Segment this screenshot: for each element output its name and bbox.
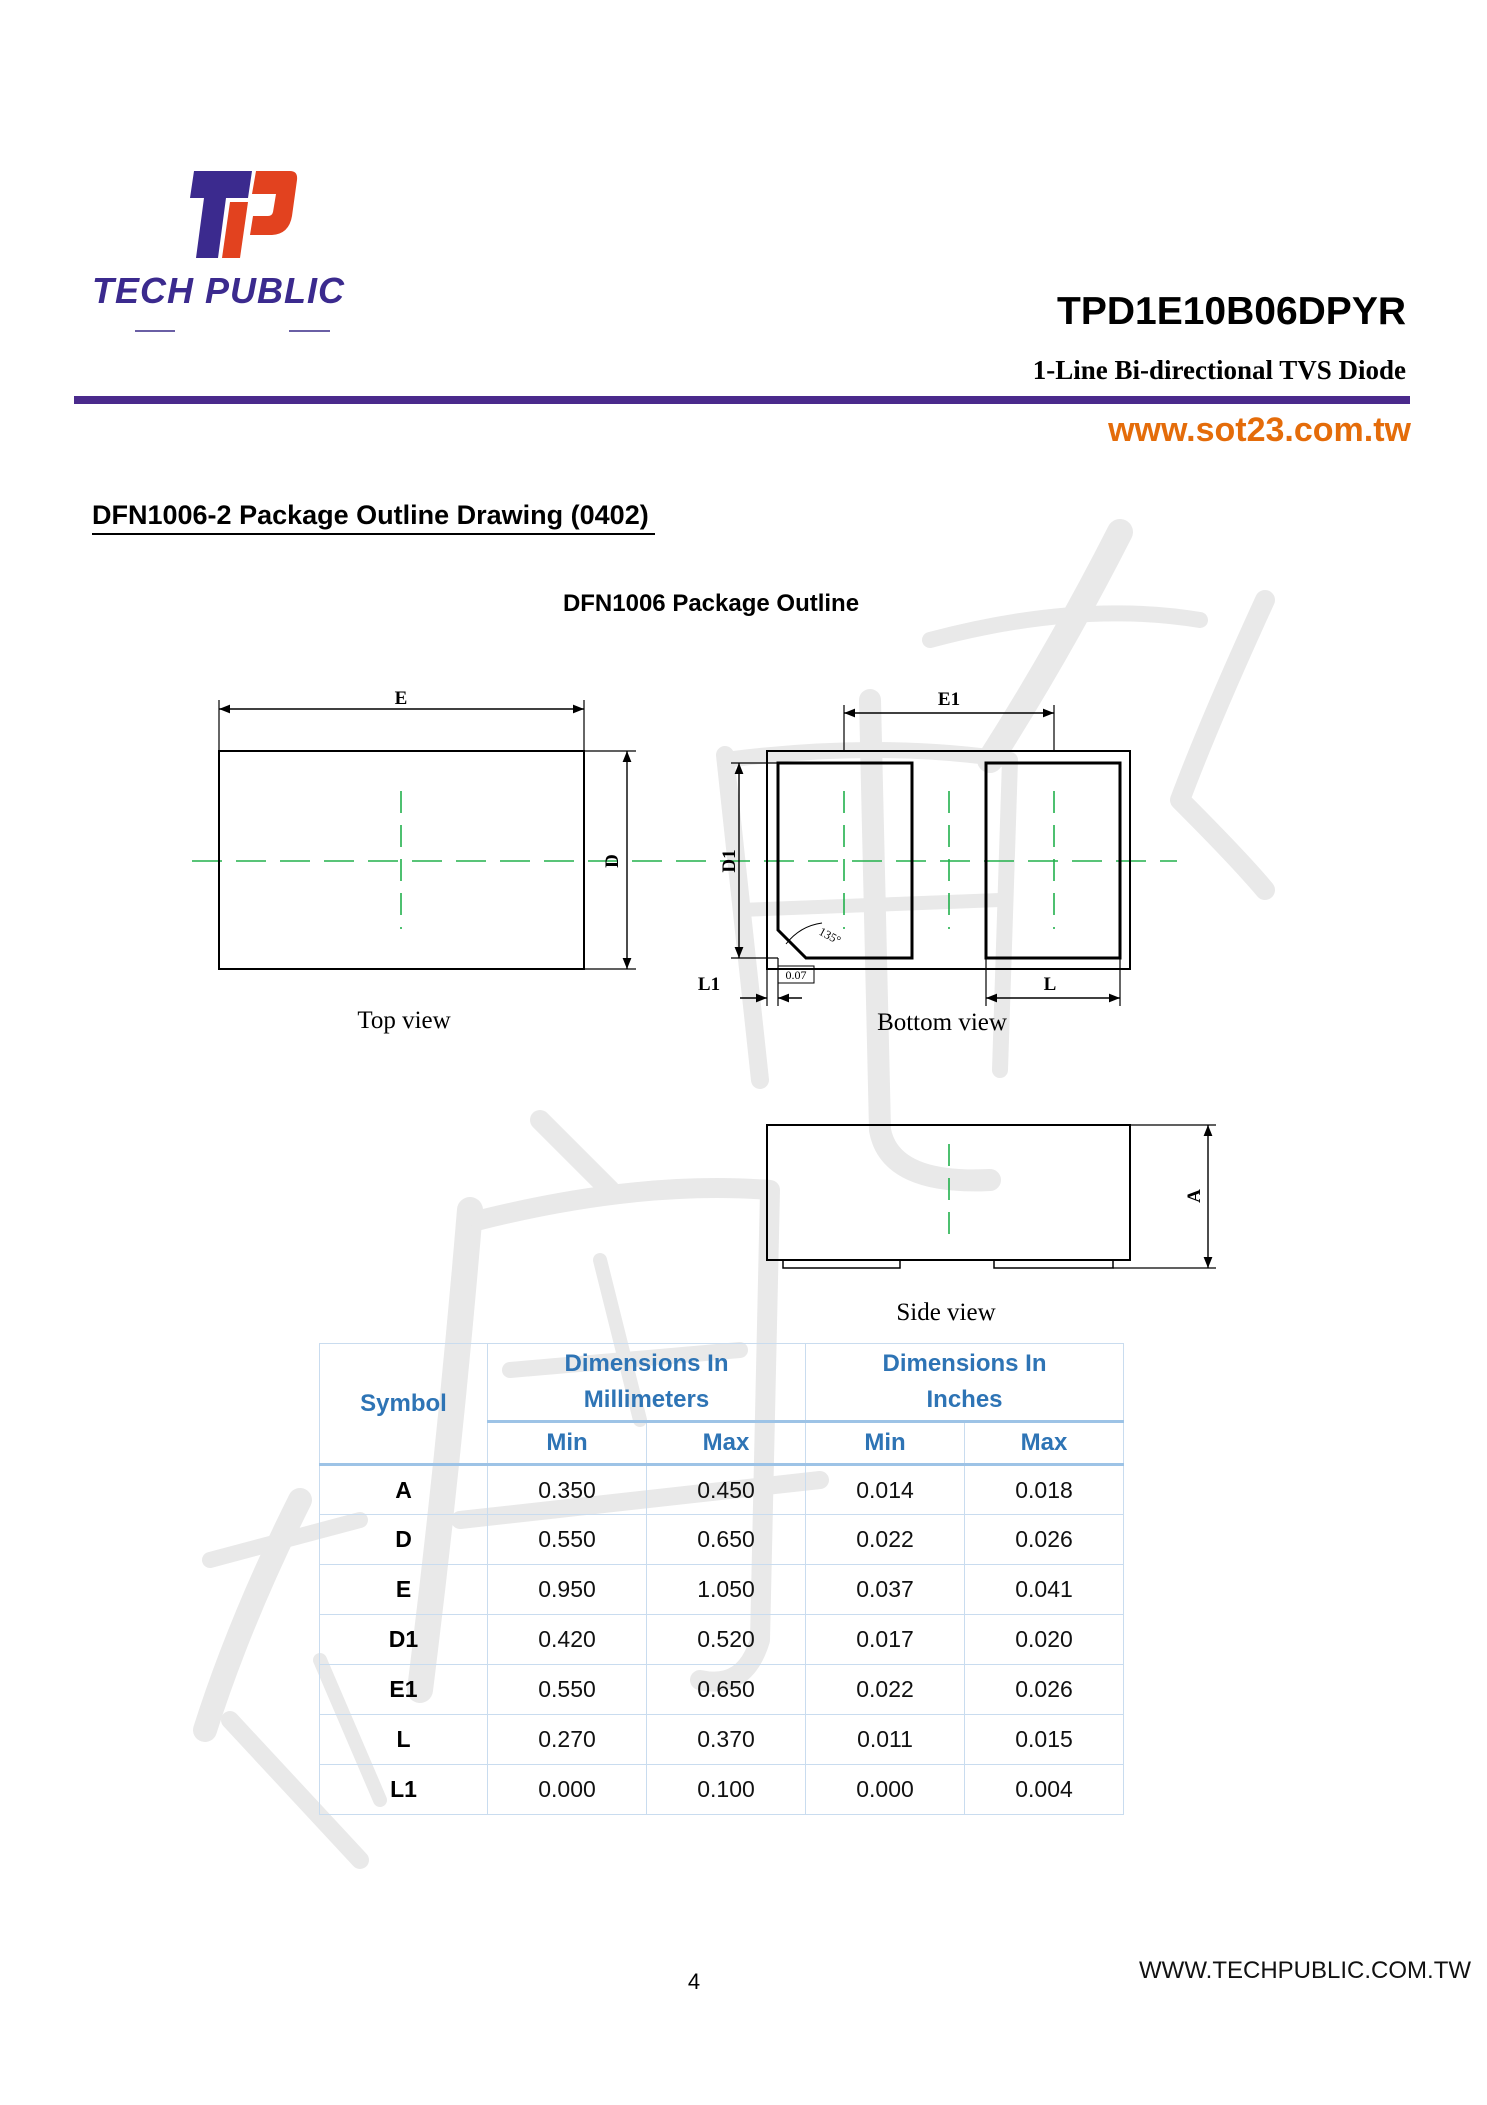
header-mm-max: Max (647, 1422, 806, 1465)
header-mm-min: Min (488, 1422, 647, 1465)
footer-website: WWW.TECHPUBLIC.COM.TW (1139, 1957, 1471, 1984)
cell-in-max: 0.004 (965, 1765, 1124, 1815)
header-in-min: Min (806, 1422, 965, 1465)
cell-in-min: 0.000 (806, 1765, 965, 1815)
cell-in-min: 0.014 (806, 1465, 965, 1515)
cell-mm-min: 0.950 (488, 1565, 647, 1615)
dim-label-a: A (1184, 1189, 1205, 1203)
table-row (320, 1765, 1124, 1815)
bottom-view (731, 705, 1130, 1006)
center-lines (192, 791, 1177, 1245)
table-row (320, 1615, 1124, 1665)
chamfer-label: 0.07 (785, 968, 807, 982)
cell-in-min: 0.022 (806, 1515, 965, 1565)
table-row (320, 1515, 1124, 1565)
cell-in-max: 0.026 (965, 1665, 1124, 1715)
dim-label-d1: D1 (719, 849, 740, 873)
part-number: TPD1E10B06DPYR (1057, 290, 1406, 333)
header-inches (806, 1344, 1124, 1422)
cell-in-min: 0.037 (806, 1565, 965, 1615)
cell-symbol: E1 (320, 1665, 488, 1715)
cell-in-max: 0.041 (965, 1565, 1124, 1615)
header-millimeters (488, 1344, 806, 1422)
logo-p-stem (222, 202, 248, 258)
cell-mm-max: 1.050 (647, 1565, 806, 1615)
side-view-caption: Side view (896, 1299, 996, 1326)
table-row (320, 1665, 1124, 1715)
cell-mm-max: 0.650 (647, 1665, 806, 1715)
logo-rule-right (289, 330, 330, 332)
cell-in-max: 0.018 (965, 1465, 1124, 1515)
part-description: 1-Line Bi-directional TVS Diode (1032, 355, 1406, 385)
bottom-view-caption: Bottom view (877, 1009, 1007, 1036)
left-pad (778, 763, 912, 958)
page-number: 4 (687, 1969, 701, 1994)
dim-label-e: E (394, 688, 408, 709)
dim-label-l: L (1043, 974, 1057, 995)
dim-label-l1: L1 (697, 974, 721, 995)
cell-symbol: D (320, 1515, 488, 1565)
cell-in-max: 0.015 (965, 1715, 1124, 1765)
cell-mm-min: 0.350 (488, 1465, 647, 1515)
logo-p-hook (250, 171, 297, 235)
dim-label-d: D (602, 854, 623, 868)
table-row (320, 1465, 1124, 1515)
cell-in-max: 0.020 (965, 1615, 1124, 1665)
header-in-max: Max (965, 1422, 1124, 1465)
side-view (767, 1125, 1216, 1268)
logo-wordmark: TECH PUBLIC (92, 270, 345, 311)
cell-symbol: E (320, 1565, 488, 1615)
header-website: www.sot23.com.tw (1108, 411, 1411, 449)
top-view (219, 700, 636, 969)
cell-mm-min: 0.550 (488, 1665, 647, 1715)
cell-mm-max: 0.650 (647, 1515, 806, 1565)
cell-mm-min: 0.000 (488, 1765, 647, 1815)
table-header-row (320, 1344, 1124, 1422)
header-inches-label: Dimensions In Inches (882, 1350, 1047, 1413)
cell-in-min: 0.017 (806, 1615, 965, 1665)
cell-in-min: 0.011 (806, 1715, 965, 1765)
cell-mm-max: 0.370 (647, 1715, 806, 1765)
cell-symbol: A (320, 1465, 488, 1515)
logo-rule-left (135, 330, 175, 332)
tech-public-logo-icon (186, 166, 302, 266)
cell-mm-min: 0.550 (488, 1515, 647, 1565)
cell-mm-max: 0.450 (647, 1465, 806, 1515)
header-millimeters-label: Dimensions In Millimeters (564, 1350, 729, 1413)
cell-symbol: L (320, 1715, 488, 1765)
section-title: DFN1006-2 Package Outline Drawing (0402) (92, 499, 655, 535)
table-row (320, 1565, 1124, 1615)
cell-mm-min: 0.420 (488, 1615, 647, 1665)
side-left-pad (783, 1260, 900, 1268)
side-right-pad (994, 1260, 1113, 1268)
cell-symbol: L1 (320, 1765, 488, 1815)
dim-label-e1: E1 (937, 689, 961, 710)
angle-arc (786, 923, 822, 944)
cell-mm-max: 0.100 (647, 1765, 806, 1815)
chamfer-angle-label: 135° (816, 924, 844, 948)
cell-in-max: 0.026 (965, 1515, 1124, 1565)
header-rule (74, 396, 1410, 404)
cell-mm-min: 0.270 (488, 1715, 647, 1765)
drawing-title: DFN1006 Package Outline (562, 590, 860, 617)
top-view-caption: Top view (357, 1007, 451, 1034)
header-symbol: Symbol (320, 1344, 488, 1465)
table-row (320, 1715, 1124, 1765)
cell-in-min: 0.022 (806, 1665, 965, 1715)
dimensions-table (319, 1343, 1124, 1815)
cell-symbol: D1 (320, 1615, 488, 1665)
cell-mm-max: 0.520 (647, 1615, 806, 1665)
